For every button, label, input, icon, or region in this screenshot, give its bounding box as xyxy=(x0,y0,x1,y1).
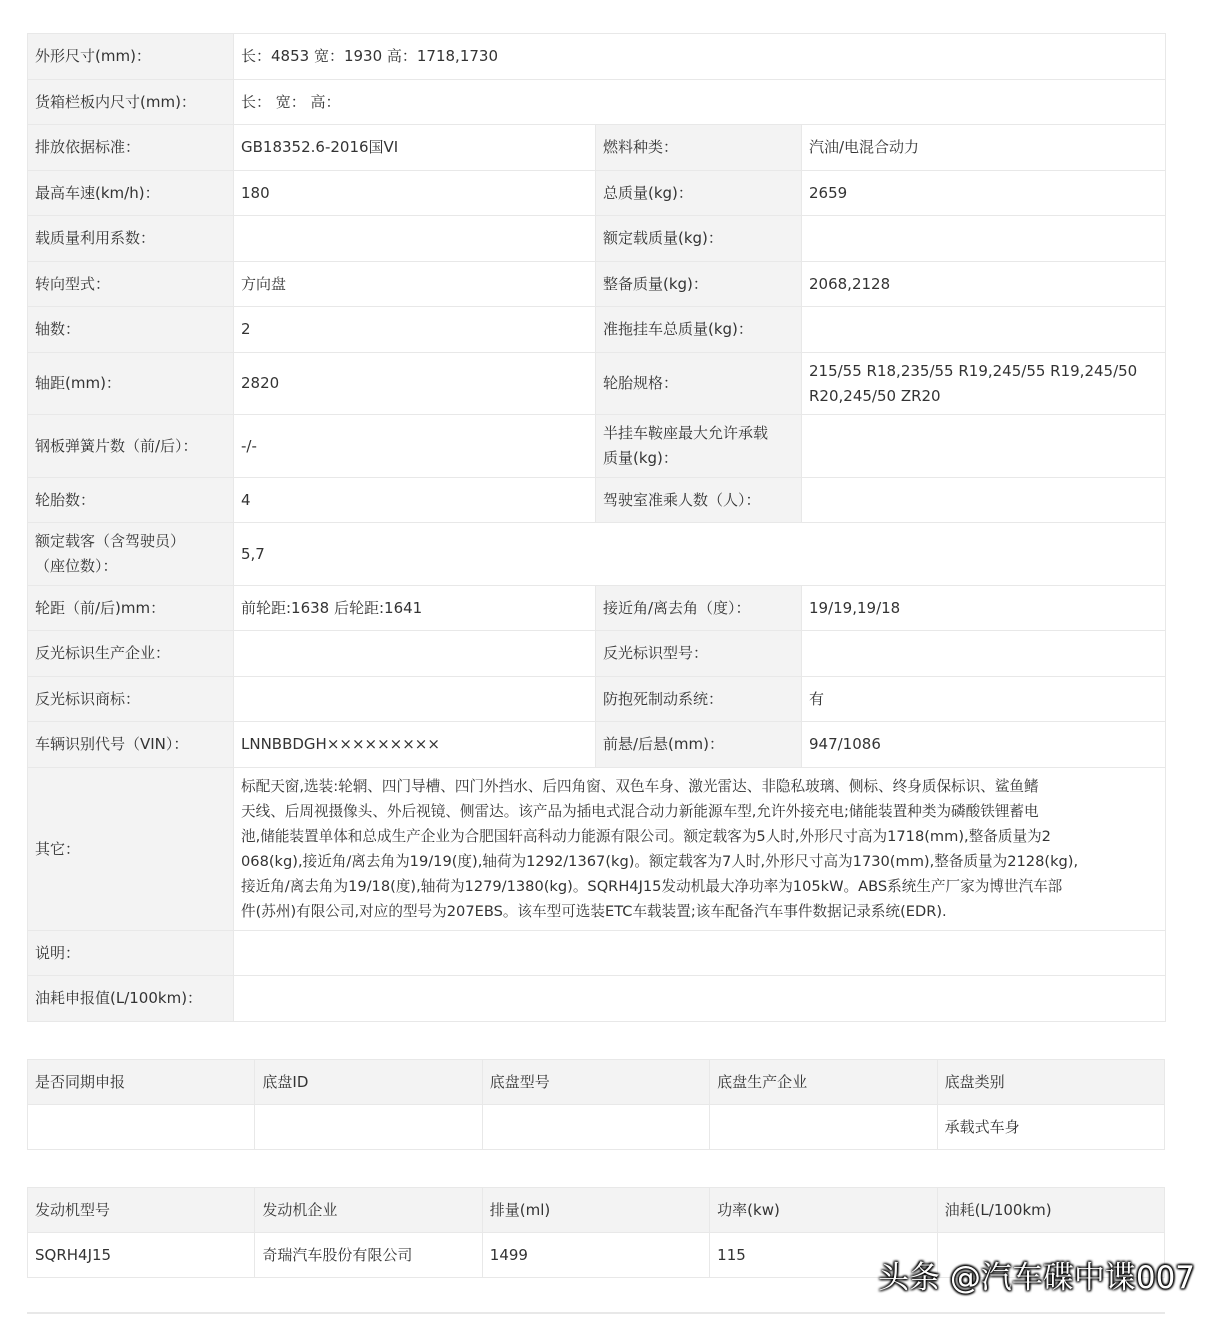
spec-row-load xyxy=(28,216,1166,262)
divider xyxy=(27,1312,1165,1314)
trailer-value xyxy=(802,307,1166,353)
totalmass-label: 总质量(kg)： xyxy=(596,171,802,216)
emission-label: 排放依据标准： xyxy=(28,125,234,171)
tirecount-value: 4 xyxy=(234,478,596,523)
tire-value-line-2: R20,245/50 ZR20 xyxy=(809,386,941,405)
note-label: 说明： xyxy=(28,931,234,976)
spec-row-spring xyxy=(28,415,1166,478)
spec-row-wheelbase xyxy=(28,353,1166,415)
vin-value: LNNBBDGH××××××××× xyxy=(234,722,596,768)
chassis-header-type: 底盘类别 xyxy=(937,1060,1164,1105)
chassis-maker-value xyxy=(710,1105,937,1150)
spec-row-axles xyxy=(28,307,1166,353)
abs-label: 防抱死制动系统： xyxy=(596,677,802,722)
track-value: 前轮距:1638 后轮距:1641 xyxy=(234,586,596,631)
fuelcons-value xyxy=(234,976,1166,1022)
spec-row-other xyxy=(28,768,1166,931)
axles-label: 轴数： xyxy=(28,307,234,353)
vin-label: 车辆识别代号（VIN）： xyxy=(28,722,234,768)
watermark: 头条 @汽车碟中谍007 xyxy=(878,1260,1196,1296)
engine-header-displacement: 排量(ml) xyxy=(482,1188,709,1233)
fuel-label: 燃料种类： xyxy=(596,125,802,171)
vehicle-spec-table xyxy=(27,33,1166,1022)
reflector-brand-value xyxy=(234,677,596,722)
spec-row-dimensions xyxy=(28,34,1166,80)
engine-header-row xyxy=(28,1188,1165,1233)
saddle-value xyxy=(802,415,1166,478)
steering-value: 方向盘 xyxy=(234,262,596,307)
spec-row-seats xyxy=(28,523,1166,586)
spring-label: 钢板弹簧片数（前/后）： xyxy=(28,415,234,478)
seats-label-line-2: （座位数）： xyxy=(35,557,118,575)
other-line: 接近角/离去角为19/18(度),轴荷为1279/1380(kg)。SQRH4J15发动机最大净功率为105kW。ABS系统生产厂家为博世汽车部 xyxy=(241,878,1063,895)
reflector-brand-label: 反光标识商标： xyxy=(28,677,234,722)
spec-row-vin xyxy=(28,722,1166,768)
other-line: 068(kg),接近角/离去角为19/19(度),轴荷为1292/1367(kg)。额定载客为7人时,外形尺寸高为1730(mm),整备质量为2128(kg), xyxy=(241,853,1079,870)
tire-label: 轮胎规格： xyxy=(596,353,802,415)
other-value xyxy=(234,768,1166,931)
spec-row-fuelcons xyxy=(28,976,1166,1022)
steering-label: 转向型式： xyxy=(28,262,234,307)
wheelbase-label: 轴距(mm)： xyxy=(28,353,234,415)
wheelbase-value: 2820 xyxy=(234,353,596,415)
note-value xyxy=(234,931,1166,976)
ratedload-value xyxy=(802,216,1166,262)
topspeed-label: 最高车速(km/h)： xyxy=(28,171,234,216)
engine-header-fuel: 油耗(L/100km) xyxy=(937,1188,1164,1233)
spec-row-note xyxy=(28,931,1166,976)
totalmass-value: 2659 xyxy=(802,171,1166,216)
fuelcons-label: 油耗申报值(L/100km)： xyxy=(28,976,234,1022)
spec-row-abs xyxy=(28,677,1166,722)
spec-row-tirecount xyxy=(28,478,1166,523)
saddle-label-line-1: 半挂车鞍座最大允许承载 xyxy=(603,424,769,442)
chassis-header-sync: 是否同期申报 xyxy=(28,1060,255,1105)
chassis-header-row xyxy=(28,1060,1165,1105)
reflector-maker-label: 反光标识生产企业： xyxy=(28,631,234,677)
chassis-id-value xyxy=(255,1105,482,1150)
seats-label-line-1: 额定载客（含驾驶员） xyxy=(35,532,186,550)
topspeed-value: 180 xyxy=(234,171,596,216)
engine-model-value: SQRH4J15 xyxy=(28,1233,255,1278)
chassis-header-maker: 底盘生产企业 xyxy=(710,1060,937,1105)
overhang-value: 947/1086 xyxy=(802,722,1166,768)
abs-value: 有 xyxy=(802,677,1166,722)
reflector-maker-value xyxy=(234,631,596,677)
ratedload-label: 额定载质量(kg)： xyxy=(596,216,802,262)
spec-row-cargo xyxy=(28,80,1166,125)
spring-value: -/- xyxy=(234,415,596,478)
cab-label: 驾驶室准乘人数（人）： xyxy=(596,478,802,523)
loadfactor-label: 载质量利用系数： xyxy=(28,216,234,262)
angle-value: 19/19,19/18 xyxy=(802,586,1166,631)
curbmass-label: 整备质量(kg)： xyxy=(596,262,802,307)
spec-row-reflector xyxy=(28,631,1166,677)
track-label: 轮距（前/后)mm： xyxy=(28,586,234,631)
chassis-header-id: 底盘ID xyxy=(255,1060,482,1105)
engine-header-model: 发动机型号 xyxy=(28,1188,255,1233)
saddle-label-line-2: 质量(kg)： xyxy=(603,449,678,467)
dimensions-value: 长：4853 宽：1930 高：1718,1730 xyxy=(234,34,1166,80)
other-label: 其它： xyxy=(28,768,234,931)
saddle-label xyxy=(596,415,802,478)
spec-row-emission xyxy=(28,125,1166,171)
reflector-model-label: 反光标识型号： xyxy=(596,631,802,677)
other-line: 天线、后周视摄像头、外后视镜、侧雷达。该产品为插电式混合动力新能源车型,允许外接充电;储能装置种类为磷酸铁锂蓄电 xyxy=(241,803,1039,820)
chassis-table xyxy=(27,1059,1165,1150)
other-line: 池,储能装置单体和总成生产企业为合肥国轩高科动力能源有限公司。额定载客为5人时,外形尺寸高为1718(mm),整备质量为2 xyxy=(241,828,1051,845)
axles-value: 2 xyxy=(234,307,596,353)
cab-value xyxy=(802,478,1166,523)
tire-value xyxy=(802,353,1166,415)
tirecount-label: 轮胎数： xyxy=(28,478,234,523)
engine-header-maker: 发动机企业 xyxy=(255,1188,482,1233)
table-row xyxy=(28,1105,1165,1150)
tire-value-line-1: 215/55 R18,235/55 R19,245/55 R19,245/50 xyxy=(809,361,1138,380)
trailer-label: 准拖挂车总质量(kg)： xyxy=(596,307,802,353)
chassis-type-value: 承载式车身 xyxy=(937,1105,1164,1150)
chassis-model-value xyxy=(482,1105,709,1150)
cargo-value: 长： 宽： 高： xyxy=(234,80,1166,125)
emission-value: GB18352.6-2016国VI xyxy=(234,125,596,171)
seats-label xyxy=(28,523,234,586)
engine-power-value: 115 xyxy=(710,1233,937,1278)
spec-row-track xyxy=(28,586,1166,631)
spec-row-speed xyxy=(28,171,1166,216)
engine-maker-value: 奇瑞汽车股份有限公司 xyxy=(255,1233,482,1278)
dimensions-label: 外形尺寸(mm)： xyxy=(28,34,234,80)
spec-row-steering xyxy=(28,262,1166,307)
chassis-sync-value xyxy=(28,1105,255,1150)
overhang-label: 前悬/后悬(mm)： xyxy=(596,722,802,768)
fuel-value: 汽油/电混合动力 xyxy=(802,125,1166,171)
engine-displacement-value: 1499 xyxy=(482,1233,709,1278)
loadfactor-value xyxy=(234,216,596,262)
engine-header-power: 功率(kw) xyxy=(710,1188,937,1233)
cargo-label: 货箱栏板内尺寸(mm)： xyxy=(28,80,234,125)
curbmass-value: 2068,2128 xyxy=(802,262,1166,307)
seats-value: 5,7 xyxy=(234,523,1166,586)
reflector-model-value xyxy=(802,631,1166,677)
chassis-header-model: 底盘型号 xyxy=(482,1060,709,1105)
angle-label: 接近角/离去角（度）： xyxy=(596,586,802,631)
other-line: 标配天窗,选装:轮辋、四门导槽、四门外挡水、后四角窗、双色车身、激光雷达、非隐私玻璃、侧标、终身质保标识、鲨鱼鳍 xyxy=(241,778,1039,795)
other-line: 件(苏州)有限公司,对应的型号为207EBS。该车型可选装ETC车载装置;该车配备汽车事件数据记录系统(EDR). xyxy=(241,903,947,920)
